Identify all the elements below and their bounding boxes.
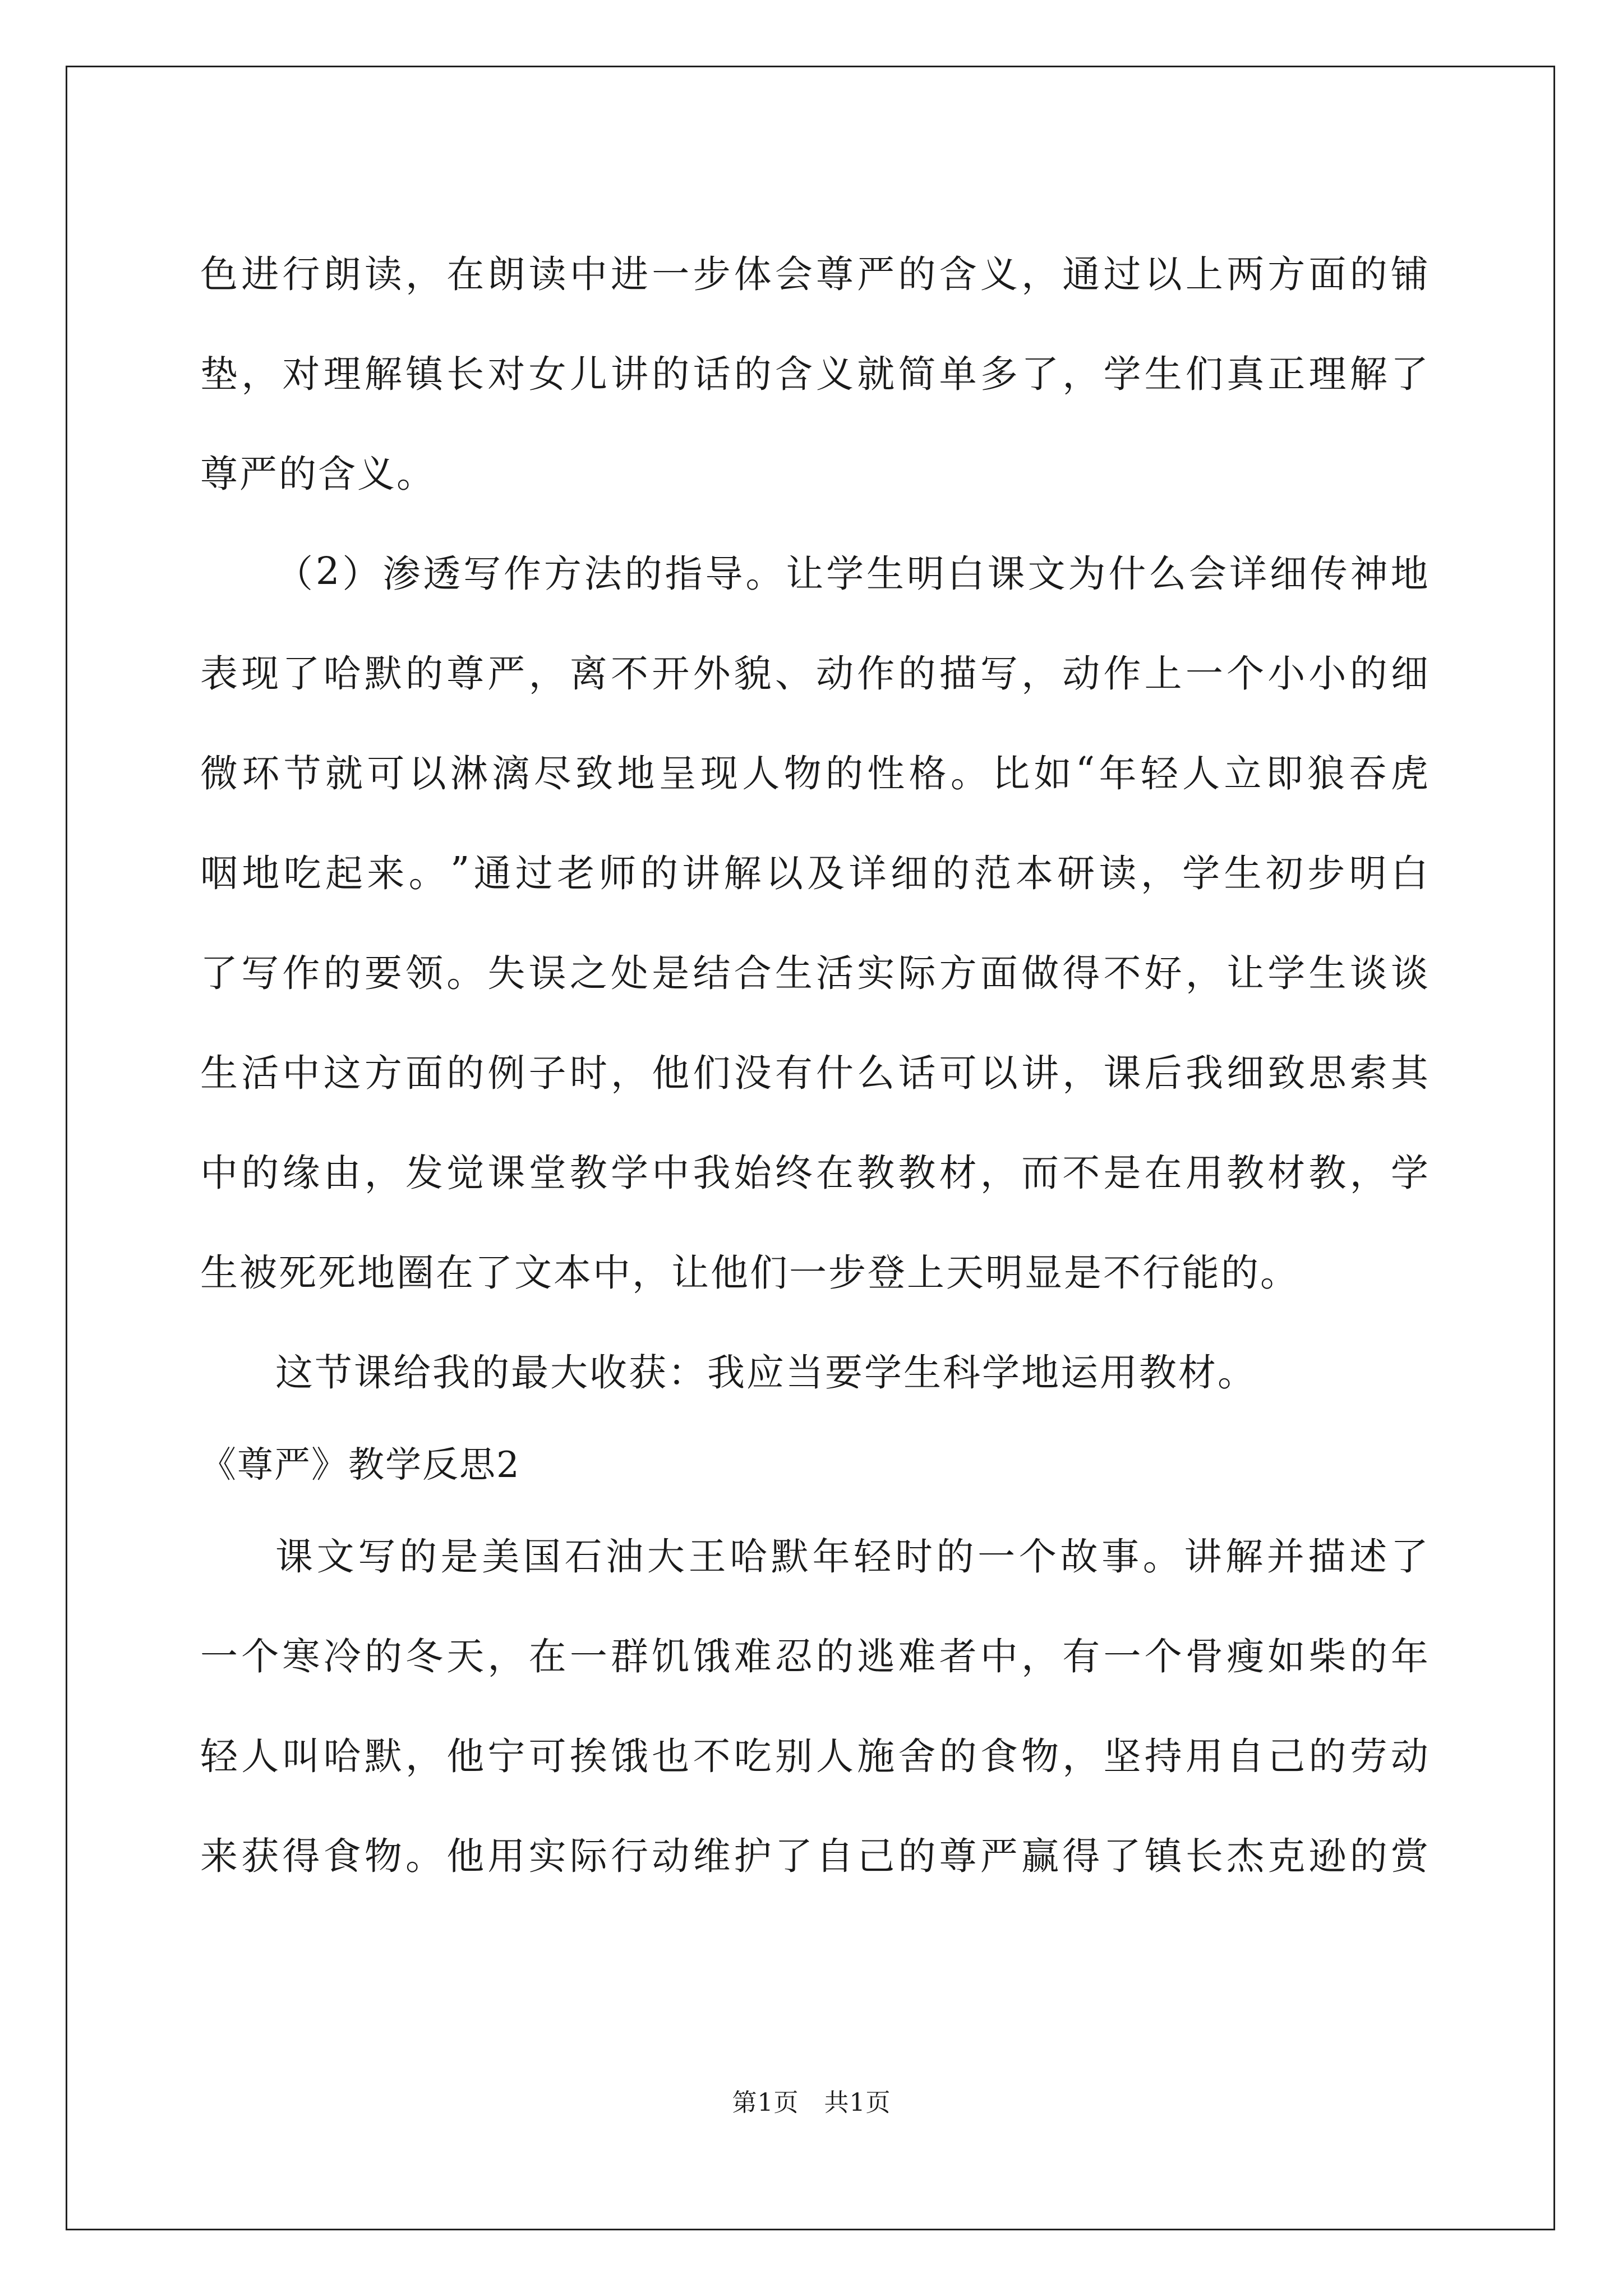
page-footer: 第1页 共1页 — [732, 2088, 891, 2117]
text-line: 生被死死地圈在了文本中，让他们一步登上天明显是不行能的。 — [200, 1251, 1299, 1295]
text-line: 咽 地 吃 起 来 。 ” 通 过 老 师 的 讲 解 以 及 详 细 的 范 本 研 读 ， 学 生 初 步 明 白 — [200, 849, 1428, 895]
text-line: 课 文 写 的 是 美 国 石 油 大 王 哈 默 年 轻 时 的 一 个 故 事 。 讲 解 并 描 述 了 — [275, 1535, 1428, 1579]
text-line: 微 环 节 就 可 以 淋 漓 尽 致 地 呈 现 人 物 的 性 格 。 比 如 “ 年 轻 人 立 即 狼 吞 虎 — [200, 749, 1428, 795]
text-line: 了 写 作 的 要 领 。 失 误 之 处 是 结 合 生 活 实 际 方 面 做 得 不 好 ， 让 学 生 谈 谈 — [200, 951, 1428, 995]
text-line: 表 现 了 哈 默 的 尊 严 ， 离 不 开 外 貌 、 动 作 的 描 写 ， 动 作 上 一 个 小 小 的 细 — [200, 652, 1428, 696]
text-line: 垫 ， 对 理 解 镇 长 对 女 儿 讲 的 话 的 含 义 就 简 单 多 了 ， 学 生 们 真 正 理 解 了 — [200, 352, 1428, 396]
text-line: 来 获 得 食 物 。 他 用 实 际 行 动 维 护 了 自 己 的 尊 严 赢 得 了 镇 长 杰 克 逊 的 赏 — [200, 1834, 1428, 1878]
text-line: 轻 人 叫 哈 默 ， 他 宁 可 挨 饿 也 不 吃 别 人 施 舍 的 食 物 ， 坚 持 用 自 己 的 劳 动 — [200, 1734, 1428, 1778]
text-line: （ 2 ） 渗 透 写 作 方 法 的 指 导 。 让 学 生 明 白 课 文 为 什 么 会 详 细 传 神 地 — [275, 549, 1428, 596]
text-line: 这节课给我的最大收获：我应当要学生科学地运用教材。 — [275, 1351, 1257, 1395]
document-body — [200, 222, 1428, 1903]
text-line: 尊严的含义。 — [200, 452, 436, 496]
text-line: 生 活 中 这 方 面 的 例 子 时 ， 他 们 没 有 什 么 话 可 以 讲 ， 课 后 我 细 致 思 索 其 — [200, 1051, 1428, 1095]
text-line: 色 进 行 朗 读 ， 在 朗 读 中 进 一 步 体 会 尊 严 的 含 义 ， 通 过 以 上 两 方 面 的 铺 — [200, 252, 1428, 296]
text-line: 一 个 寒 冷 的 冬 天 ， 在 一 群 饥 饿 难 忍 的 逃 难 者 中 ， 有 一 个 骨 瘦 如 柴 的 年 — [200, 1635, 1428, 1678]
section-heading: 《尊严》教学反思2 — [200, 1444, 520, 1486]
text-line: 中 的 缘 由 ， 发 觉 课 堂 教 学 中 我 始 终 在 教 教 材 ， 而 不 是 在 用 教 材 教 ， 学 — [200, 1151, 1428, 1195]
